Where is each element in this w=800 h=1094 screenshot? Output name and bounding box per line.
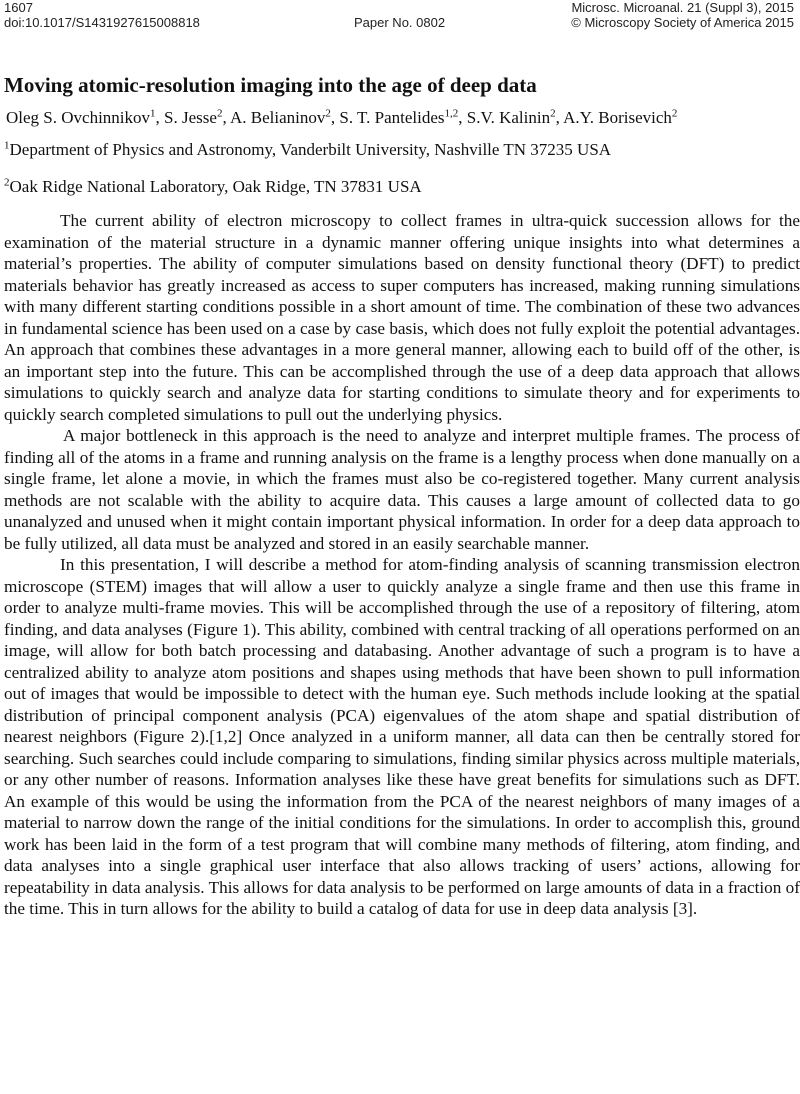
- page-number: 1607: [4, 0, 33, 15]
- author-separator: ,: [458, 108, 467, 127]
- paper-body: [4, 70, 800, 920]
- copyright: © Microscopy Society of America 2015: [571, 15, 794, 30]
- affiliation-text: Department of Physics and Astronomy, Vanderbilt University, Nashville TN 37235 USA: [9, 140, 612, 159]
- affiliation-2: [4, 173, 800, 201]
- author-affiliation: 2: [671, 107, 678, 120]
- author-affiliation: 2: [550, 107, 556, 120]
- doi: doi:10.1017/S1431927615008818: [4, 15, 200, 30]
- journal-citation: Microsc. Microanal. 21 (Suppl 3), 2015: [571, 0, 794, 15]
- affiliation-1: [4, 136, 800, 164]
- paragraph-3: In this presentation, I will describe a method for atom-finding analysis of scanning transmission electron microscope (STEM) images that will allow a user to quickly analyze a single frame and then use this frame in order to analyze multi-frame movies. This will be accomplished through the use of a repository of filtering, atom finding, and data analyses (Figure 1). This ability, combined with central tracking of all operations performed on an image, will allow for both batch processing and databasing. Another advantage of such a program is to have a centralized ability to analyze atom positions and shapes using methods that have been shown to pull information out of images that would be impossible to detect with the human eye. Such methods include looking at the spatial distribution of principal component analysis (PCA) eigenvalues of the atom shape and spatial distribution of nearest neighbors (Figure 2).[1,2] Once analyzed in a uniform manner, all data can then be centrally stored for searching. Such searches could include comparing to simulations, finding similar physics across multiple materials, or any other number of reasons. Information analyses like these have great benefits for simulations such as DFT. An example of this would be using the information from the PCA of the nearest neighbors of many images of a material to narrow down the range of the initial conditions for the simulations. In order to accomplish this, ground work has been laid in the form of a test program that will combine many methods of filtering, atom finding, and data analyses into a single graphical user interface that also allows tracking of users’ actions, allowing for repeatability in data analysis. This allows for data analysis to be performed on large amounts of data in a fraction of the time. This in turn allows for the ability to build a catalog of data for use in deep data analysis [3].: [4, 555, 800, 918]
- author-name: A. Belianinov: [230, 108, 326, 127]
- author-name: A.Y. Borisevich: [563, 108, 672, 127]
- author-affiliation: 2: [325, 107, 331, 120]
- paper-number: Paper No. 0802: [354, 15, 446, 30]
- author-separator: ,: [222, 108, 230, 127]
- author-separator: ,: [330, 108, 340, 127]
- author-separator: ,: [155, 108, 165, 127]
- affiliation-text: Oak Ridge National Laboratory, Oak Ridge, TN 37831 USA: [9, 177, 422, 196]
- author-name: S. Jesse: [164, 108, 217, 127]
- author-affiliation: 1: [150, 107, 156, 120]
- paper-title: Moving atomic-resolution imaging into the age of deep data: [4, 73, 537, 97]
- author-name: S. T. Pantelides: [339, 108, 445, 127]
- author-name: Oleg S. Ovchinnikov: [6, 108, 151, 127]
- paragraph-2: A major bottleneck in this approach is the need to analyze and interpret multiple frames. The process of finding all of the atoms in a frame and running analysis on the frame is a lengthy process when done manually on a single frame, let alone a movie, in which the frames must also be co-registered together. Many current analysis methods are not scalable with the ability to acquire data. This causes a large amount of collected data to go unanalyzed and unused when it might contain important physical information. In order for a deep data approach to be fully utilized, all data must be analyzed and stored in an easily searchable manner.: [4, 426, 800, 553]
- author-list: [4, 104, 800, 132]
- affiliation-number: 2: [4, 176, 10, 189]
- affiliation-number: 1: [4, 139, 10, 152]
- paragraph-1: The current ability of electron microscopy to collect frames in ultra-quick succession allows for the examination of the material structure in a dynamic manner offering unique insights into what determines a material’s properties. The ability of computer simulations based on density functional theory (DFT) to predict materials behavior has greatly increased as access to super computers has increased, making running simulations with many different starting conditions possible in a short amount of time. The combination of these two advances in fundamental science has been used on a case by case basis, which does not fully exploit the potential advantages. An approach that combines these advantages in a more general manner, allowing each to build off of the other, is an important step into the future. This can be accomplished through the use of a deep data approach that allows simulations to quickly search and analyze data for starting conditions to simulate theory and for experiments to quickly search completed simulations to pull out the underlying physics.: [4, 211, 800, 424]
- author-affiliation: 2: [216, 107, 223, 120]
- author-name: S.V. Kalinin: [466, 108, 551, 127]
- author-affiliation: 1,2: [444, 107, 459, 120]
- author-separator: ,: [555, 108, 564, 127]
